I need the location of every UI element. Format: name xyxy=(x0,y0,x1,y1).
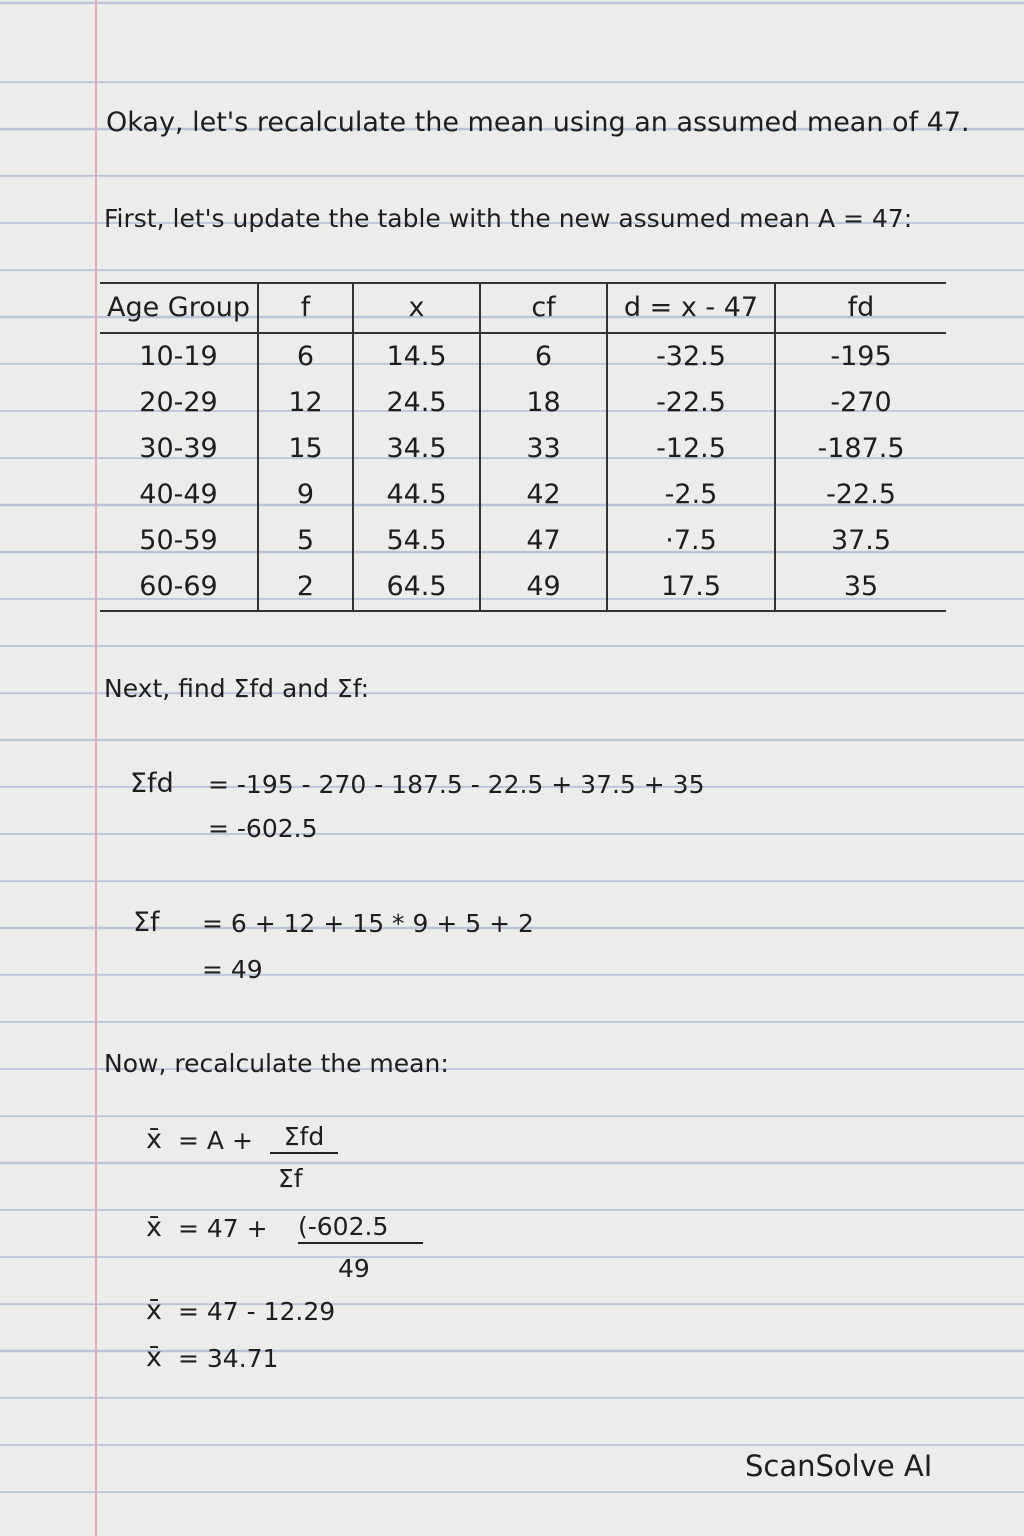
header-x: x xyxy=(353,283,480,333)
cell-age-group: 50-59 xyxy=(100,518,258,564)
cell-cf: 33 xyxy=(480,426,607,472)
cell-d: -2.5 xyxy=(607,472,775,518)
mean-intro-text: Now, recalculate the mean: xyxy=(104,1049,449,1078)
mean-step3: = 47 - 12.29 xyxy=(178,1297,336,1326)
scansolve-watermark: ScanSolve AI xyxy=(745,1449,933,1483)
mean-step1-numerator: Σfd xyxy=(270,1122,338,1154)
table-row xyxy=(100,564,946,611)
header-cf: cf xyxy=(480,283,607,333)
mean-step1-prefix: = A + xyxy=(178,1126,253,1155)
cell-fd: 35 xyxy=(775,564,946,611)
cell-fd: -195 xyxy=(830,341,892,372)
cell-f: 2 xyxy=(258,564,353,611)
table-row xyxy=(100,426,946,472)
mean-step2-numerator: (-602.5 xyxy=(298,1212,423,1244)
cell-cf: 6 xyxy=(480,333,607,380)
mean-step2-prefix: = 47 + xyxy=(178,1214,268,1243)
mean-symbol: x̄ xyxy=(146,1295,162,1326)
cell-age-group: 40-49 xyxy=(100,472,258,518)
cell-d: -32.5 xyxy=(607,333,775,380)
sum-fd-label: Σfd xyxy=(130,768,174,799)
cell-cf: 47 xyxy=(480,518,607,564)
cell-age-group: 10-19 xyxy=(100,333,258,380)
sum-fd-line2: = -602.5 xyxy=(208,814,318,843)
cell-fd: -270 xyxy=(830,387,892,418)
mean-symbol: x̄ xyxy=(146,1212,162,1243)
frequency-table xyxy=(100,282,946,612)
cell-d: -12.5 xyxy=(607,426,775,472)
header-f: f xyxy=(258,283,353,333)
cell-d: -22.5 xyxy=(607,380,775,426)
sum-f-line1: = 6 + 12 + 15 * 9 + 5 + 2 xyxy=(202,909,534,938)
cell-f: 5 xyxy=(258,518,353,564)
cell-x: 14.5 xyxy=(353,333,480,380)
header-fd: fd xyxy=(775,283,946,333)
cell-x: 54.5 xyxy=(353,518,480,564)
mean-step1-denominator: Σf xyxy=(278,1164,303,1193)
cell-age-group: 20-29 xyxy=(100,380,258,426)
table-row xyxy=(100,380,946,426)
table-intro-text: First, let's update the table with the new assumed mean A = 47: xyxy=(104,204,913,233)
header-age-group: Age Group xyxy=(100,283,258,333)
cell-x: 44.5 xyxy=(353,472,480,518)
cell-f: 12 xyxy=(258,380,353,426)
sum-f-label: Σf xyxy=(133,907,160,938)
sum-f-line2: = 49 xyxy=(202,955,263,984)
cell-x: 34.5 xyxy=(353,426,480,472)
cell-cf: 42 xyxy=(480,472,607,518)
mean-symbol: x̄ xyxy=(146,1342,162,1373)
mean-step2-denominator: 49 xyxy=(338,1254,370,1283)
margin-line xyxy=(95,0,97,1536)
header-d: d = x - 47 xyxy=(607,283,775,333)
table-header-row xyxy=(100,283,946,333)
cell-x: 24.5 xyxy=(353,380,480,426)
cell-x: 64.5 xyxy=(353,564,480,611)
cell-f: 9 xyxy=(258,472,353,518)
intro-text: Okay, let's recalculate the mean using an assumed mean of 47. xyxy=(106,107,970,138)
cell-d: ·7.5 xyxy=(607,518,775,564)
mean-symbol: x̄ xyxy=(146,1124,162,1155)
sum-fd-line1: = -195 - 270 - 187.5 - 22.5 + 37.5 + 35 xyxy=(208,770,705,799)
cell-fd: -22.5 xyxy=(826,479,896,510)
cell-f: 6 xyxy=(258,333,353,380)
table-row xyxy=(100,333,946,380)
cell-d: 17.5 xyxy=(607,564,775,611)
table-row xyxy=(100,518,946,564)
table-row xyxy=(100,472,946,518)
cell-f: 15 xyxy=(258,426,353,472)
cell-age-group: 30-39 xyxy=(100,426,258,472)
sums-intro-text: Next, find Σfd and Σf: xyxy=(104,674,370,703)
cell-fd: -187.5 xyxy=(817,433,905,464)
cell-age-group: 60-69 xyxy=(100,564,258,611)
mean-step4: = 34.71 xyxy=(178,1344,279,1373)
cell-cf: 49 xyxy=(480,564,607,611)
cell-cf: 18 xyxy=(480,380,607,426)
cell-fd: 37.5 xyxy=(830,525,892,556)
